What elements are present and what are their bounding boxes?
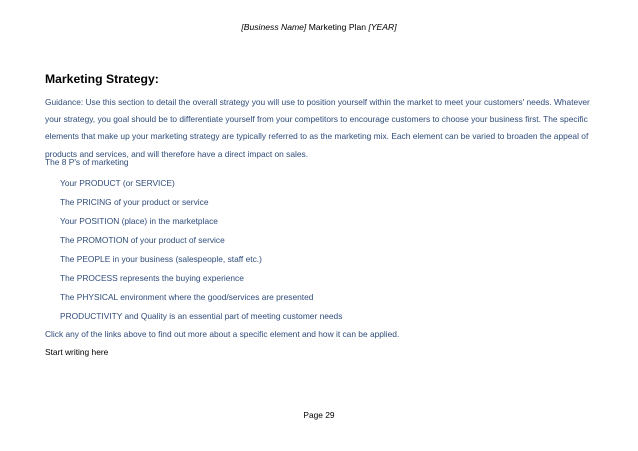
guidance-line: elements that make up your marketing strategy are typically referred to as the marketing mix. Each element can be varied to broaden the appeal of bbox=[45, 131, 589, 142]
guidance-line: Guidance: Use this section to detail the overall strategy you will use to position yourself within the market to meet your customers' needs. Whatever bbox=[45, 97, 590, 107]
page-number: Page 29 bbox=[303, 410, 335, 420]
list-item-physical[interactable]: The PHYSICAL environment where the good/services are presented bbox=[60, 292, 314, 302]
list-outro: Click any of the links above to find out more about a specific element and how it can be applied. bbox=[45, 329, 400, 339]
header-year: [YEAR] bbox=[368, 22, 397, 32]
page-header bbox=[0, 22, 638, 32]
section-heading: Marketing Strategy: bbox=[45, 72, 159, 86]
guidance-paragraph bbox=[45, 94, 605, 163]
header-title: Marketing Plan bbox=[306, 22, 369, 32]
list-intro: The 8 P's of marketing bbox=[45, 157, 129, 167]
start-writing-text[interactable]: Start writing here bbox=[45, 347, 109, 357]
list-item-productivity[interactable]: PRODUCTIVITY and Quality is an essential part of meeting customer needs bbox=[60, 311, 343, 321]
list-item-promotion[interactable]: The PROMOTION of your product of service bbox=[60, 235, 225, 245]
guidance-line: products and services, and will therefore have a direct impact on sales. bbox=[45, 148, 309, 159]
list-item-product[interactable]: Your PRODUCT (or SERVICE) bbox=[60, 178, 175, 188]
guidance-line: your strategy, you goal should be to differentiate yourself from your competitors to encourage customers to choose your business first. The specific bbox=[45, 114, 588, 125]
list-item-people[interactable]: The PEOPLE in your business (salespeople, staff etc.) bbox=[60, 254, 262, 264]
list-item-process[interactable]: The PROCESS represents the buying experience bbox=[60, 273, 244, 283]
list-item-position[interactable]: Your POSITION (place) in the marketplace bbox=[60, 216, 218, 226]
list-item-pricing[interactable]: The PRICING of your product or service bbox=[60, 197, 209, 207]
header-business-name: [Business Name] bbox=[241, 22, 307, 32]
